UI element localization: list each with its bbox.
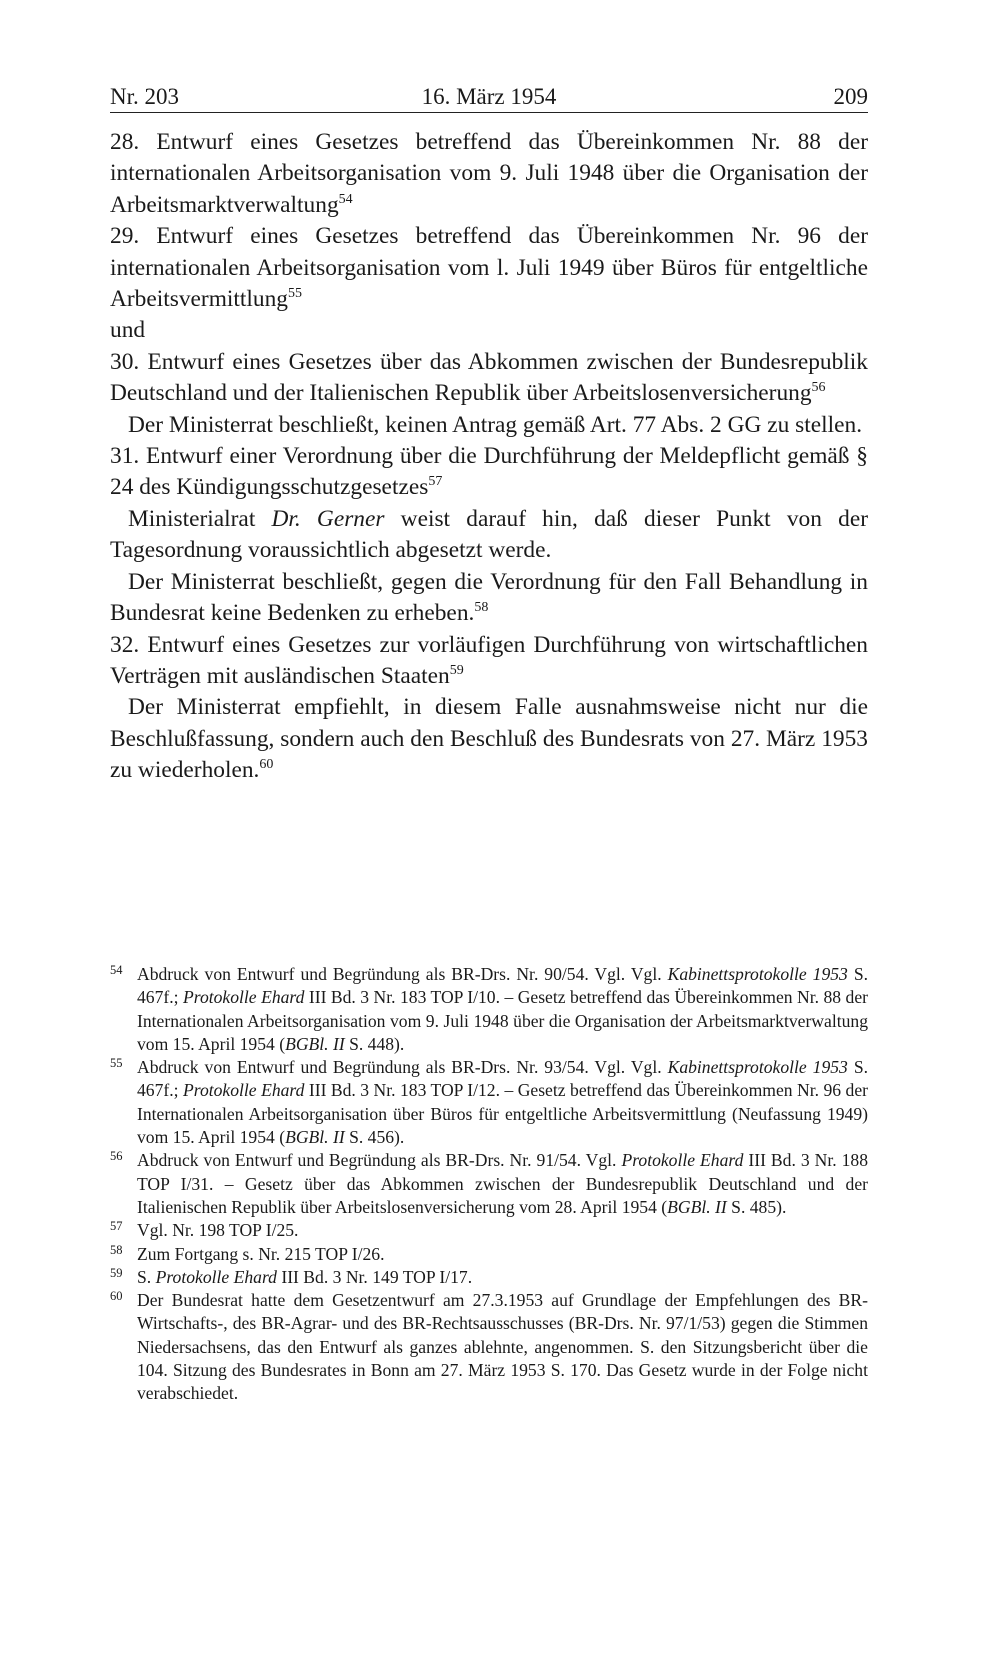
footnote-57: 57 Vgl. Nr. 198 TOP I/25. — [110, 1219, 868, 1242]
footnote-ref-57[interactable]: 57 — [428, 474, 443, 490]
footnote-60: 60 Der Bundesrat hatte dem Gesetzentwurf am 27.3.1953 auf Grundlage der Empfehlungen des BR-Wirtschafts-, des BR-Agrar- und des BR-Rechtsausschusses (BR-Drs. Nr. 97/1/53) gegen die Stimmen Niedersachsens, das den Entwurf als ganzes ablehnte, angenommen. S. den Sitzungsbericht über die 104. Sitzung des Bundesrates in Bonn am 27. März 1953 S. 170. Das Gesetz wurde in der Folge nicht verabschiedet. — [110, 1289, 868, 1405]
decision-item-32: Der Ministerrat empfiehlt, in diesem Falle ausnahmsweise nicht nur die Beschlußfassung, sondern auch den Beschluß des Bundesrats von 27. März 1953 zu wiederholen.$^{60}$ — [110, 694, 868, 784]
footnote-number: 59 — [110, 1265, 123, 1280]
footnote-number: 54 — [110, 963, 123, 977]
footnote-56: 56 Abdruck von Entwurf und Begründung als BR-Drs. Nr. 91/54. Vgl. Protokolle Ehard III Bd. 3 Nr. 188 TOP I/31. – Gesetz über das Abkommen zwischen der Bundesrepublik Deutschland und der Italienischen Republik über Arbeitslosenversicherung vom 28. April 1954 (BGBl. II S. 485). — [110, 1149, 868, 1219]
meeting-date: 16. März 1954 — [421, 84, 557, 109]
footnote-ref-60[interactable]: 60 — [259, 757, 274, 773]
agenda-item-32: 32. Entwurf eines Gesetzes zur vorläufigen Durchführung von wirtschaftlichen Verträgen mit ausländischen Staaten$^{59}$ — [110, 631, 868, 689]
footnote-ref-56[interactable]: 56 — [811, 380, 826, 396]
remark-item-31: Ministerialrat Dr. Gerner weist darauf hin, daß dieser Punkt von der Tagesordnung voraussichtlich abgesetzt werde. — [110, 505, 868, 564]
footnote-54: 54 Abdruck von Entwurf und Begründung als BR-Drs. Nr. 90/54. Vgl. Vgl. Kabinettsprotokolle 1953 S. 467f.; Protokolle Ehard III Bd. 3 Nr. 183 TOP I/10. – Gesetz betreffend das Übereinkommen Nr. 88 der Internationalen Arbeitsorganisation vom 9. Juli 1948 über die Organisation der Arbeitsmarktverwaltung vom 15. April 1954 (BGBl. II S. 448). — [110, 963, 868, 1056]
agenda-item-29: 29. Entwurf eines Gesetzes betreffend das Übereinkommen Nr. 96 der internationalen Arbeitsorganisation vom l. Juli 1949 über Büros für entgeltliche Arbeitsvermittlung$^{55}$ — [110, 223, 868, 313]
agenda-item-31: 31. Entwurf einer Verordnung über die Durchführung der Meldepflicht gemäß § 24 des Kündigungsschutzgesetzes$^{57}$ — [110, 443, 868, 501]
footnote-number: 56 — [110, 1149, 123, 1164]
person-name: Dr. Gerner — [271, 505, 385, 532]
page-number: 209 — [833, 84, 868, 109]
footnote-ref-54[interactable]: 54 — [338, 191, 353, 207]
footnote-58: 58 Zum Fortgang s. Nr. 215 TOP I/26. — [110, 1243, 868, 1266]
page — [110, 80, 868, 787]
document-number: Nr. 203 — [110, 84, 179, 109]
footnote-ref-58[interactable]: 58 — [474, 600, 489, 616]
footnote-number: 55 — [110, 1056, 123, 1071]
footnote-number: 60 — [110, 1289, 123, 1304]
agenda-item-28: 28. Entwurf eines Gesetzes betreffend das Übereinkommen Nr. 88 der internationalen Arbeitsorganisation vom 9. Juli 1948 über die Organisation der Arbeitsmarktverwaltung$^{54}$ — [110, 129, 868, 218]
footnote-number: 58 — [110, 1242, 123, 1257]
footnote-ref-55[interactable]: 55 — [288, 286, 302, 302]
footnote-number: 57 — [110, 1219, 123, 1234]
conjunction: und — [110, 317, 146, 344]
running-head — [110, 80, 868, 113]
footnote-ref-59[interactable]: 59 — [449, 662, 464, 678]
footnote-55: 55 Abdruck von Entwurf und Begründung als BR-Drs. Nr. 93/54. Vgl. Vgl. Kabinettsprotokolle 1953 S. 467f.; Protokolle Ehard III Bd. 3 Nr. 183 TOP I/12. – Gesetz betreffend das Übereinkommen Nr. 96 der Internationalen Arbeitsorganisation über Büros für entgeltliche Arbeitsvermittlung (Neufassung 1949) vom 15. April 1954 (BGBl. II S. 456). — [110, 1056, 868, 1149]
footnote-59: 59 S. Protokolle Ehard III Bd. 3 Nr. 149 TOP I/17. — [110, 1266, 868, 1289]
agenda-item-30: 30. Entwurf eines Gesetzes über das Abkommen zwischen der Bundesrepublik Deutschland und der Italienischen Republik über Arbeitslosenversicherung$^{56}$ — [110, 348, 868, 407]
main-text — [110, 127, 868, 787]
footnotes — [110, 963, 868, 1406]
decision-item-31: Der Ministerrat beschließt, gegen die Verordnung für den Fall Behandlung in Bundesrat keine Bedenken zu erheben.$^{58}$ — [110, 568, 868, 627]
decision-items-28-30: Der Ministerrat beschließt, keinen Antrag gemäß Art. 77 Abs. 2 GG zu stellen. — [128, 411, 863, 438]
